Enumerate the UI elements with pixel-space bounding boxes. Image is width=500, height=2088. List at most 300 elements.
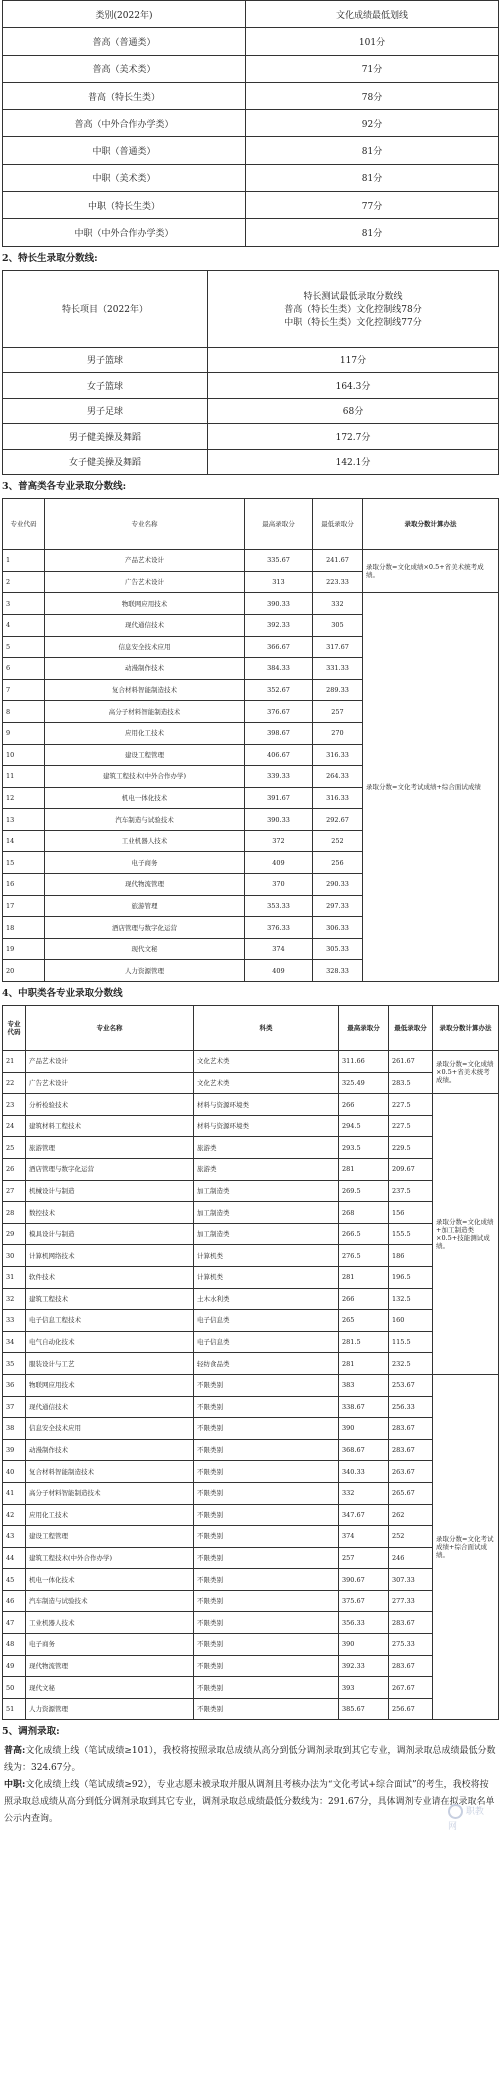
header-max: 最高录取分 xyxy=(339,1006,389,1051)
table-cell: 现代物流管理 xyxy=(45,874,245,896)
table-cell: 340.33 xyxy=(339,1461,389,1483)
table-cell: 297.33 xyxy=(313,895,363,917)
general-major-table xyxy=(2,498,499,982)
adjust-vocational-label: 中职: xyxy=(4,1780,26,1791)
header-name: 专业名称 xyxy=(45,499,245,550)
table-row xyxy=(3,1504,499,1526)
table-cell: 27 xyxy=(3,1180,26,1202)
table-cell: 8 xyxy=(3,701,45,723)
method-cell: 录取分数=文化考试成绩+综合面试成绩 xyxy=(363,593,499,982)
table-cell: 283.67 xyxy=(389,1439,433,1461)
table-cell: 5 xyxy=(3,636,45,658)
table-cell: 建设工程管理 xyxy=(26,1526,194,1548)
table-cell: 375.67 xyxy=(339,1590,389,1612)
section4-title: 4、中职类各专业录取分数线 xyxy=(2,988,123,1000)
table-row xyxy=(3,1698,499,1720)
table-cell: 36 xyxy=(3,1374,26,1396)
table-cell: 81分 xyxy=(246,164,499,191)
table-cell: 电子信息类 xyxy=(194,1310,339,1332)
table-cell: 女子健美操及舞蹈 xyxy=(3,449,208,475)
table-row xyxy=(3,550,499,572)
table-cell: 机械设计与制造 xyxy=(26,1180,194,1202)
table-cell: 旅游类 xyxy=(194,1159,339,1181)
table-cell: 材料与资源环境类 xyxy=(194,1115,339,1137)
table-cell: 92分 xyxy=(246,110,499,137)
table-cell: 252 xyxy=(389,1526,433,1548)
table-cell: 45 xyxy=(3,1569,26,1591)
table-cell: 353.33 xyxy=(245,895,313,917)
page xyxy=(2,0,498,1833)
table-cell: 建筑工程技术 xyxy=(26,1288,194,1310)
table-cell: 不限类别 xyxy=(194,1698,339,1720)
table-cell: 建筑材料工程技术 xyxy=(26,1115,194,1137)
table-cell: 文化艺术类 xyxy=(194,1072,339,1094)
table-cell: 292.67 xyxy=(313,809,363,831)
table-row xyxy=(3,82,499,109)
table-cell: 不限类别 xyxy=(194,1677,339,1699)
table-cell: 电子信息工程技术 xyxy=(26,1310,194,1332)
table-cell: 普高（普通类） xyxy=(3,28,246,55)
table-cell: 313 xyxy=(245,571,313,593)
table-cell: 390.67 xyxy=(339,1569,389,1591)
table-cell: 不限类别 xyxy=(194,1418,339,1440)
table-cell: 11 xyxy=(3,766,45,788)
header-code: 专业代码 xyxy=(3,499,45,550)
table-cell: 信息安全技术应用 xyxy=(26,1418,194,1440)
table-cell: 不限类别 xyxy=(194,1590,339,1612)
table-cell: 78分 xyxy=(246,82,499,109)
table-cell: 复合材料智能制造技术 xyxy=(26,1461,194,1483)
table-cell: 269.5 xyxy=(339,1180,389,1202)
table-cell: 246 xyxy=(389,1547,433,1569)
table-cell: 35 xyxy=(3,1353,26,1375)
table-row xyxy=(3,347,499,373)
table-cell: 275.33 xyxy=(389,1634,433,1656)
table-row xyxy=(3,1,499,28)
table-cell: 24 xyxy=(3,1115,26,1137)
table-cell: 390 xyxy=(339,1634,389,1656)
table-row xyxy=(3,219,499,246)
table-cell: 289.33 xyxy=(313,679,363,701)
header-line: 普高（特长生类）文化控制线78分 xyxy=(284,305,422,316)
table-row xyxy=(3,1677,499,1699)
table-cell: 计算机类 xyxy=(194,1245,339,1267)
table-cell: 376.33 xyxy=(245,917,313,939)
table-cell: 356.33 xyxy=(339,1612,389,1634)
table-cell: 266.5 xyxy=(339,1223,389,1245)
table-cell: 307.33 xyxy=(389,1569,433,1591)
table-row xyxy=(3,1072,499,1094)
table-cell: 19 xyxy=(3,938,45,960)
table-row xyxy=(3,1396,499,1418)
adjust-general-text: 文化成绩上线（笔试成绩≥101），我校将按照录取总成绩从高分到低分调剂录取到其它专业，调剂录取总成绩最低分数线为：324.67分。 xyxy=(4,1746,496,1774)
table-cell: 旅游管理 xyxy=(45,895,245,917)
logo-icon xyxy=(448,1804,463,1819)
table-cell: 256 xyxy=(313,852,363,874)
vocational-major-table xyxy=(2,1005,499,1720)
header-method: 录取分数计算办法 xyxy=(363,499,499,550)
table-cell: 265.67 xyxy=(389,1482,433,1504)
table-cell: 257 xyxy=(339,1547,389,1569)
table-cell: 汽车制造与试验技术 xyxy=(45,809,245,831)
table-cell: 机电一体化技术 xyxy=(26,1569,194,1591)
table-cell: 计算机类 xyxy=(194,1266,339,1288)
table-cell: 409 xyxy=(245,852,313,874)
adjust-vocational-text: 文化成绩上线（笔试成绩≥92），专业志愿未被录取并服从调剂且考核办法为“文化考试+综合面试”的考生，我校将按照录取总成绩从高分到低分调剂录取到其它专业，调剂录取总成绩最低分数线为：291.67分，具体调剂专业请在拟录取名单公示内查询。 xyxy=(4,1780,495,1825)
table-cell: 31 xyxy=(3,1266,26,1288)
table-cell: 68分 xyxy=(208,398,499,424)
table-cell: 51 xyxy=(3,1698,26,1720)
table-row xyxy=(3,373,499,399)
table-row xyxy=(3,270,499,347)
table-cell: 普高（特长生类） xyxy=(3,82,246,109)
table-row xyxy=(3,1223,499,1245)
table-cell: 42 xyxy=(3,1504,26,1526)
table-cell: 262 xyxy=(389,1504,433,1526)
table-cell: 196.5 xyxy=(389,1266,433,1288)
table-cell: 15 xyxy=(3,852,45,874)
table-cell: 331.33 xyxy=(313,658,363,680)
table-cell: 不限类别 xyxy=(194,1526,339,1548)
table-cell: 现代文秘 xyxy=(45,938,245,960)
table-row xyxy=(3,1374,499,1396)
table-cell: 酒店管理与数字化运营 xyxy=(26,1159,194,1181)
table-cell: 264.33 xyxy=(313,766,363,788)
table-cell: 10 xyxy=(3,744,45,766)
table-row xyxy=(3,1439,499,1461)
table-cell: 28 xyxy=(3,1202,26,1224)
table-cell: 33 xyxy=(3,1310,26,1332)
table-cell: 44 xyxy=(3,1547,26,1569)
table-cell: 253.67 xyxy=(389,1374,433,1396)
table-cell: 385.67 xyxy=(339,1698,389,1720)
table-cell: 材料与资源环境类 xyxy=(194,1094,339,1116)
table-cell: 6 xyxy=(3,658,45,680)
table-cell: 227.5 xyxy=(389,1094,433,1116)
table-cell: 现代物流管理 xyxy=(26,1655,194,1677)
table-cell: 338.67 xyxy=(339,1396,389,1418)
table-cell: 不限类别 xyxy=(194,1612,339,1634)
table-cell: 281 xyxy=(339,1353,389,1375)
table-cell: 132.5 xyxy=(389,1288,433,1310)
table-row xyxy=(3,424,499,450)
table-cell: 7 xyxy=(3,679,45,701)
table-cell: 2 xyxy=(3,571,45,593)
table-cell: 人力资源管理 xyxy=(26,1698,194,1720)
table-cell: 283.67 xyxy=(389,1418,433,1440)
header-line: 特长测试最低录取分数线 xyxy=(303,292,403,303)
table-row xyxy=(3,1006,499,1051)
table-cell: 3 xyxy=(3,593,45,615)
table-cell: 332 xyxy=(313,593,363,615)
table-cell: 384.33 xyxy=(245,658,313,680)
method-cell: 录取分数=文化考试成绩+综合面试成绩。 xyxy=(433,1374,499,1720)
table-cell: 不限类别 xyxy=(194,1461,339,1483)
table-cell: 21 xyxy=(3,1051,26,1073)
table-cell: 266 xyxy=(339,1288,389,1310)
method-cell: 录取分数=文化成绩×0.5+省美术统考成绩。 xyxy=(433,1051,499,1094)
table-row xyxy=(3,1180,499,1202)
table-row xyxy=(3,1137,499,1159)
table-cell: 不限类别 xyxy=(194,1634,339,1656)
header-max: 最高录取分 xyxy=(245,499,313,550)
table-cell: 4 xyxy=(3,614,45,636)
table-cell: 电子信息类 xyxy=(194,1331,339,1353)
table-cell: 产品艺术设计 xyxy=(26,1051,194,1073)
table-cell: 77分 xyxy=(246,192,499,219)
table-cell: 142.1分 xyxy=(208,449,499,475)
table-cell: 32 xyxy=(3,1288,26,1310)
table-header: 文化成绩最低划线 xyxy=(246,1,499,28)
table-cell: 281 xyxy=(339,1266,389,1288)
table-cell: 女子篮球 xyxy=(3,373,208,399)
table-cell: 283.67 xyxy=(389,1655,433,1677)
table-cell: 281 xyxy=(339,1159,389,1181)
table-cell: 中职（中外合作办学类） xyxy=(3,219,246,246)
table-cell: 328.33 xyxy=(313,960,363,982)
table-cell: 209.67 xyxy=(389,1159,433,1181)
table-cell: 不限类别 xyxy=(194,1396,339,1418)
table-cell: 43 xyxy=(3,1526,26,1548)
table-cell: 306.33 xyxy=(313,917,363,939)
table-cell: 115.5 xyxy=(389,1331,433,1353)
table-row xyxy=(3,28,499,55)
header-min: 最低录取分 xyxy=(313,499,363,550)
table-cell: 人力资源管理 xyxy=(45,960,245,982)
table-cell: 263.67 xyxy=(389,1461,433,1483)
table-cell: 23 xyxy=(3,1094,26,1116)
table-cell: 391.67 xyxy=(245,787,313,809)
table-cell: 计算机网络技术 xyxy=(26,1245,194,1267)
table-cell: 366.67 xyxy=(245,636,313,658)
table-cell: 227.5 xyxy=(389,1115,433,1137)
table-cell: 30 xyxy=(3,1245,26,1267)
table-row xyxy=(3,55,499,82)
watermark-text: 职教网 xyxy=(448,1807,484,1833)
table-row xyxy=(3,1310,499,1332)
table-cell: 256.33 xyxy=(389,1396,433,1418)
table-cell: 数控技术 xyxy=(26,1202,194,1224)
table-cell: 81分 xyxy=(246,219,499,246)
table-cell: 265 xyxy=(339,1310,389,1332)
table-cell: 12 xyxy=(3,787,45,809)
table-cell: 复合材料智能制造技术 xyxy=(45,679,245,701)
table-cell: 9 xyxy=(3,722,45,744)
table-cell: 不限类别 xyxy=(194,1547,339,1569)
table-cell: 392.33 xyxy=(245,614,313,636)
table-cell: 酒店管理与数字化运营 xyxy=(45,917,245,939)
table-cell: 普高（美术类） xyxy=(3,55,246,82)
adjust-vocational-paragraph xyxy=(2,1777,498,1828)
table-cell: 164.3分 xyxy=(208,373,499,399)
table-cell: 81分 xyxy=(246,137,499,164)
table-cell: 旅游管理 xyxy=(26,1137,194,1159)
table-cell: 368.67 xyxy=(339,1439,389,1461)
table-cell: 加工制造类 xyxy=(194,1180,339,1202)
table-cell: 374 xyxy=(339,1526,389,1548)
header-category: 科类 xyxy=(194,1006,339,1051)
table-cell: 34 xyxy=(3,1331,26,1353)
table-cell: 14 xyxy=(3,830,45,852)
table-cell: 不限类别 xyxy=(194,1655,339,1677)
table-row xyxy=(3,1590,499,1612)
table-row xyxy=(3,1202,499,1224)
table-cell: 237.5 xyxy=(389,1180,433,1202)
table-cell: 335.67 xyxy=(245,550,313,572)
table-cell: 281.5 xyxy=(339,1331,389,1353)
table-cell: 71分 xyxy=(246,55,499,82)
table-cell: 中职（普通类） xyxy=(3,137,246,164)
table-row xyxy=(3,1526,499,1548)
table-row xyxy=(3,1418,499,1440)
table-cell: 25 xyxy=(3,1137,26,1159)
table-cell: 应用化工技术 xyxy=(26,1504,194,1526)
table-cell: 土木水利类 xyxy=(194,1288,339,1310)
table-cell: 305.33 xyxy=(313,938,363,960)
table-cell: 267.67 xyxy=(389,1677,433,1699)
watermark xyxy=(448,1804,492,1833)
special-talent-table xyxy=(2,270,499,476)
table-cell: 172.7分 xyxy=(208,424,499,450)
table-cell: 广告艺术设计 xyxy=(26,1072,194,1094)
table-cell: 261.67 xyxy=(389,1051,433,1073)
table-cell: 101分 xyxy=(246,28,499,55)
table-cell: 不限类别 xyxy=(194,1439,339,1461)
table-cell: 38 xyxy=(3,1418,26,1440)
table-cell: 257 xyxy=(313,701,363,723)
table-cell: 374 xyxy=(245,938,313,960)
table-cell: 22 xyxy=(3,1072,26,1094)
table-cell: 现代文秘 xyxy=(26,1677,194,1699)
table-row xyxy=(3,1461,499,1483)
table-row xyxy=(3,1245,499,1267)
table-cell: 广告艺术设计 xyxy=(45,571,245,593)
table-cell: 现代通信技术 xyxy=(26,1396,194,1418)
table-cell: 文化艺术类 xyxy=(194,1051,339,1073)
table-cell: 软件技术 xyxy=(26,1266,194,1288)
method-cell: 录取分数=文化成绩+加工制造类×0.5+技能测试成绩。 xyxy=(433,1094,499,1375)
table-cell: 46 xyxy=(3,1590,26,1612)
table-cell: 372 xyxy=(245,830,313,852)
table-cell: 37 xyxy=(3,1396,26,1418)
table-cell: 293.5 xyxy=(339,1137,389,1159)
table-row xyxy=(3,1094,499,1116)
table-cell: 20 xyxy=(3,960,45,982)
table-cell: 277.33 xyxy=(389,1590,433,1612)
table-cell: 不限类别 xyxy=(194,1374,339,1396)
table-cell: 48 xyxy=(3,1634,26,1656)
table-cell: 352.67 xyxy=(245,679,313,701)
table-cell: 1 xyxy=(3,550,45,572)
table-cell: 390 xyxy=(339,1418,389,1440)
table-cell: 26 xyxy=(3,1159,26,1181)
table-cell: 241.67 xyxy=(313,550,363,572)
table-cell: 建筑工程技术(中外合作办学) xyxy=(26,1547,194,1569)
table-cell: 332 xyxy=(339,1482,389,1504)
table-cell: 信息安全技术应用 xyxy=(45,636,245,658)
table-row xyxy=(3,1051,499,1073)
table-cell: 383 xyxy=(339,1374,389,1396)
table-cell: 256.67 xyxy=(389,1698,433,1720)
table-cell: 模具设计与制造 xyxy=(26,1223,194,1245)
table-cell: 376.67 xyxy=(245,701,313,723)
table-cell: 160 xyxy=(389,1310,433,1332)
table-cell: 325.49 xyxy=(339,1072,389,1094)
section3-title: 3、普高类各专业录取分数线: xyxy=(2,481,127,493)
table-cell: 建筑工程技术(中外合作办学) xyxy=(45,766,245,788)
table-cell: 294.5 xyxy=(339,1115,389,1137)
adjust-general-paragraph xyxy=(2,1743,498,1777)
table-row xyxy=(3,1331,499,1353)
table-cell: 390.33 xyxy=(245,593,313,615)
table-cell: 18 xyxy=(3,917,45,939)
table-cell: 316.33 xyxy=(313,787,363,809)
table-row xyxy=(3,449,499,475)
table-cell: 316.33 xyxy=(313,744,363,766)
table-cell: 加工制造类 xyxy=(194,1202,339,1224)
table-row xyxy=(3,1482,499,1504)
table-cell: 186 xyxy=(389,1245,433,1267)
table-row xyxy=(3,137,499,164)
header-method: 录取分数计算办法 xyxy=(433,1006,499,1051)
header-min: 最低录取分 xyxy=(389,1006,433,1051)
table-cell: 现代通信技术 xyxy=(45,614,245,636)
table-cell: 产品艺术设计 xyxy=(45,550,245,572)
culture-score-table xyxy=(2,0,499,247)
header-name: 专业名称 xyxy=(26,1006,194,1051)
table-cell: 347.67 xyxy=(339,1504,389,1526)
table-cell: 加工制造类 xyxy=(194,1223,339,1245)
table-cell: 13 xyxy=(3,809,45,831)
table-row xyxy=(3,1266,499,1288)
method-cell: 录取分数=文化成绩×0.5+省美术统考成绩。 xyxy=(363,550,499,593)
header-talent-score xyxy=(208,270,499,347)
table-cell: 应用化工技术 xyxy=(45,722,245,744)
table-cell: 393 xyxy=(339,1677,389,1699)
table-cell: 156 xyxy=(389,1202,433,1224)
table-cell: 物联网应用技术 xyxy=(26,1374,194,1396)
table-cell: 17 xyxy=(3,895,45,917)
table-cell: 370 xyxy=(245,874,313,896)
table-row xyxy=(3,1353,499,1375)
table-cell: 分析检验技术 xyxy=(26,1094,194,1116)
table-cell: 317.67 xyxy=(313,636,363,658)
table-cell: 动漫制作技术 xyxy=(26,1439,194,1461)
table-row xyxy=(3,1288,499,1310)
table-cell: 398.67 xyxy=(245,722,313,744)
table-row xyxy=(3,593,499,615)
table-cell: 266 xyxy=(339,1094,389,1116)
table-cell: 建设工程管理 xyxy=(45,744,245,766)
header-line: 中职（特长生类）文化控制线77分 xyxy=(284,318,422,329)
table-cell: 283.67 xyxy=(389,1612,433,1634)
table-row xyxy=(3,1547,499,1569)
table-row xyxy=(3,1634,499,1656)
table-cell: 41 xyxy=(3,1482,26,1504)
table-cell: 16 xyxy=(3,874,45,896)
table-cell: 223.33 xyxy=(313,571,363,593)
table-cell: 高分子材料智能制造技术 xyxy=(45,701,245,723)
table-cell: 40 xyxy=(3,1461,26,1483)
table-cell: 工业机器人技术 xyxy=(45,830,245,852)
table-cell: 轻纺食品类 xyxy=(194,1353,339,1375)
table-row xyxy=(3,1569,499,1591)
table-cell: 中职（特长生类） xyxy=(3,192,246,219)
table-cell: 270 xyxy=(313,722,363,744)
table-cell: 229.5 xyxy=(389,1137,433,1159)
table-cell: 男子篮球 xyxy=(3,347,208,373)
table-row xyxy=(3,1159,499,1181)
